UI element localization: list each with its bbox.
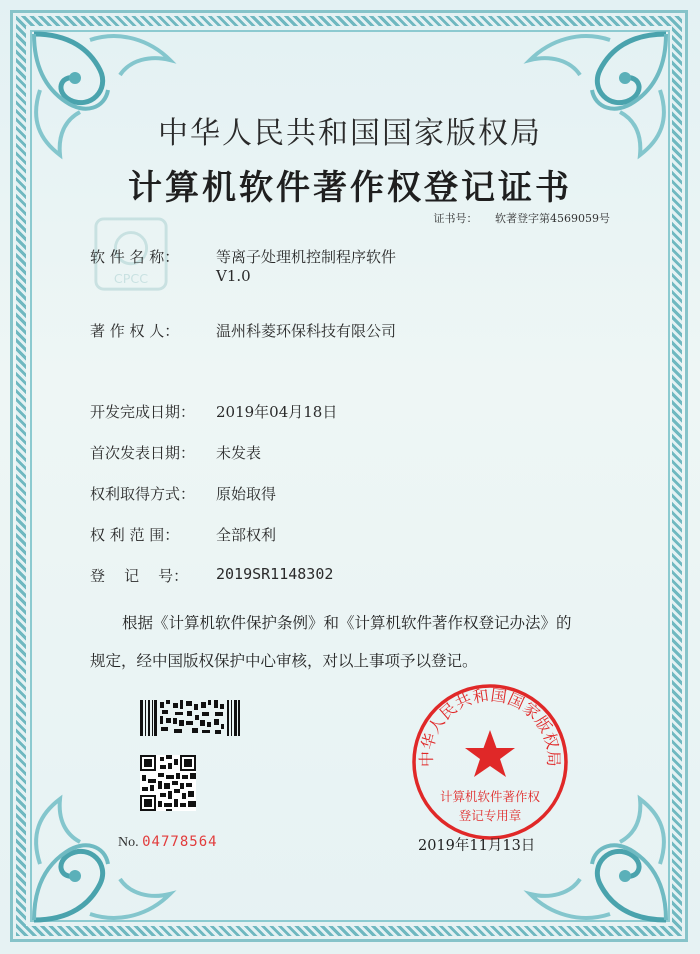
registration-statement (90, 604, 635, 680)
field-first-publication (90, 442, 261, 463)
serial-value: 04778564 (142, 834, 218, 850)
field-label: 首次发表日期： (90, 444, 196, 462)
field-value: 全部权利 (216, 526, 277, 544)
field-label: 权 利 范 围： (90, 526, 180, 544)
field-completion-date (90, 401, 337, 422)
certificate-number-value: 软著登字第4569059号 (495, 212, 610, 225)
statement-line-2: 规定，经中国版权保护中心审核，对以上事项予以登记。 (90, 652, 478, 670)
seal-text-line-2: 登记专用章 (458, 808, 522, 823)
field-label: 登 记 号： (90, 567, 189, 585)
field-value: 2019SR1148302 (216, 565, 334, 583)
field-software-name (90, 246, 396, 285)
field-label: 软 件 名 称： (90, 248, 180, 266)
field-value: 未发表 (216, 444, 262, 462)
certificate-title: 计算机软件著作权登记证书 (128, 168, 572, 208)
serial-prefix: No. (118, 835, 139, 850)
qr-code-icon (140, 755, 196, 811)
corner-ornament-icon (30, 794, 190, 924)
field-acquisition-method (90, 483, 276, 504)
barcode-icon (140, 700, 240, 736)
certificate-number (434, 210, 611, 226)
field-label: 著 作 权 人： (90, 322, 180, 340)
watermark-text: CPCC (113, 271, 149, 287)
field-value: 温州科菱环保科技有限公司 (216, 322, 397, 340)
certificate-number-label: 证书号： (433, 212, 478, 225)
seal-arc-text: 中华人民共和国国家版权局 (416, 685, 564, 768)
field-value: 2019年04月18日 (216, 403, 338, 421)
field-label: 权利取得方式： (90, 485, 196, 503)
field-rights-scope (90, 524, 276, 545)
field-registration-number (90, 565, 333, 586)
seal-text-line-1: 计算机软件著作权 (439, 789, 540, 804)
statement-line-1: 根据《计算机软件保护条例》和《计算机软件著作权登记办法》的 (122, 614, 572, 632)
field-value: 等离子处理机控制程序软件 (216, 248, 397, 266)
issuing-authority: 中华人民共和国国家版权局 (158, 116, 542, 151)
issue-date: 2019年11月13日 (418, 838, 536, 854)
field-copyright-owner (90, 320, 396, 341)
field-value: 原始取得 (216, 485, 277, 503)
field-value-version: V1.0 (216, 267, 251, 285)
field-label: 开发完成日期： (90, 403, 196, 421)
serial-number (118, 834, 218, 851)
